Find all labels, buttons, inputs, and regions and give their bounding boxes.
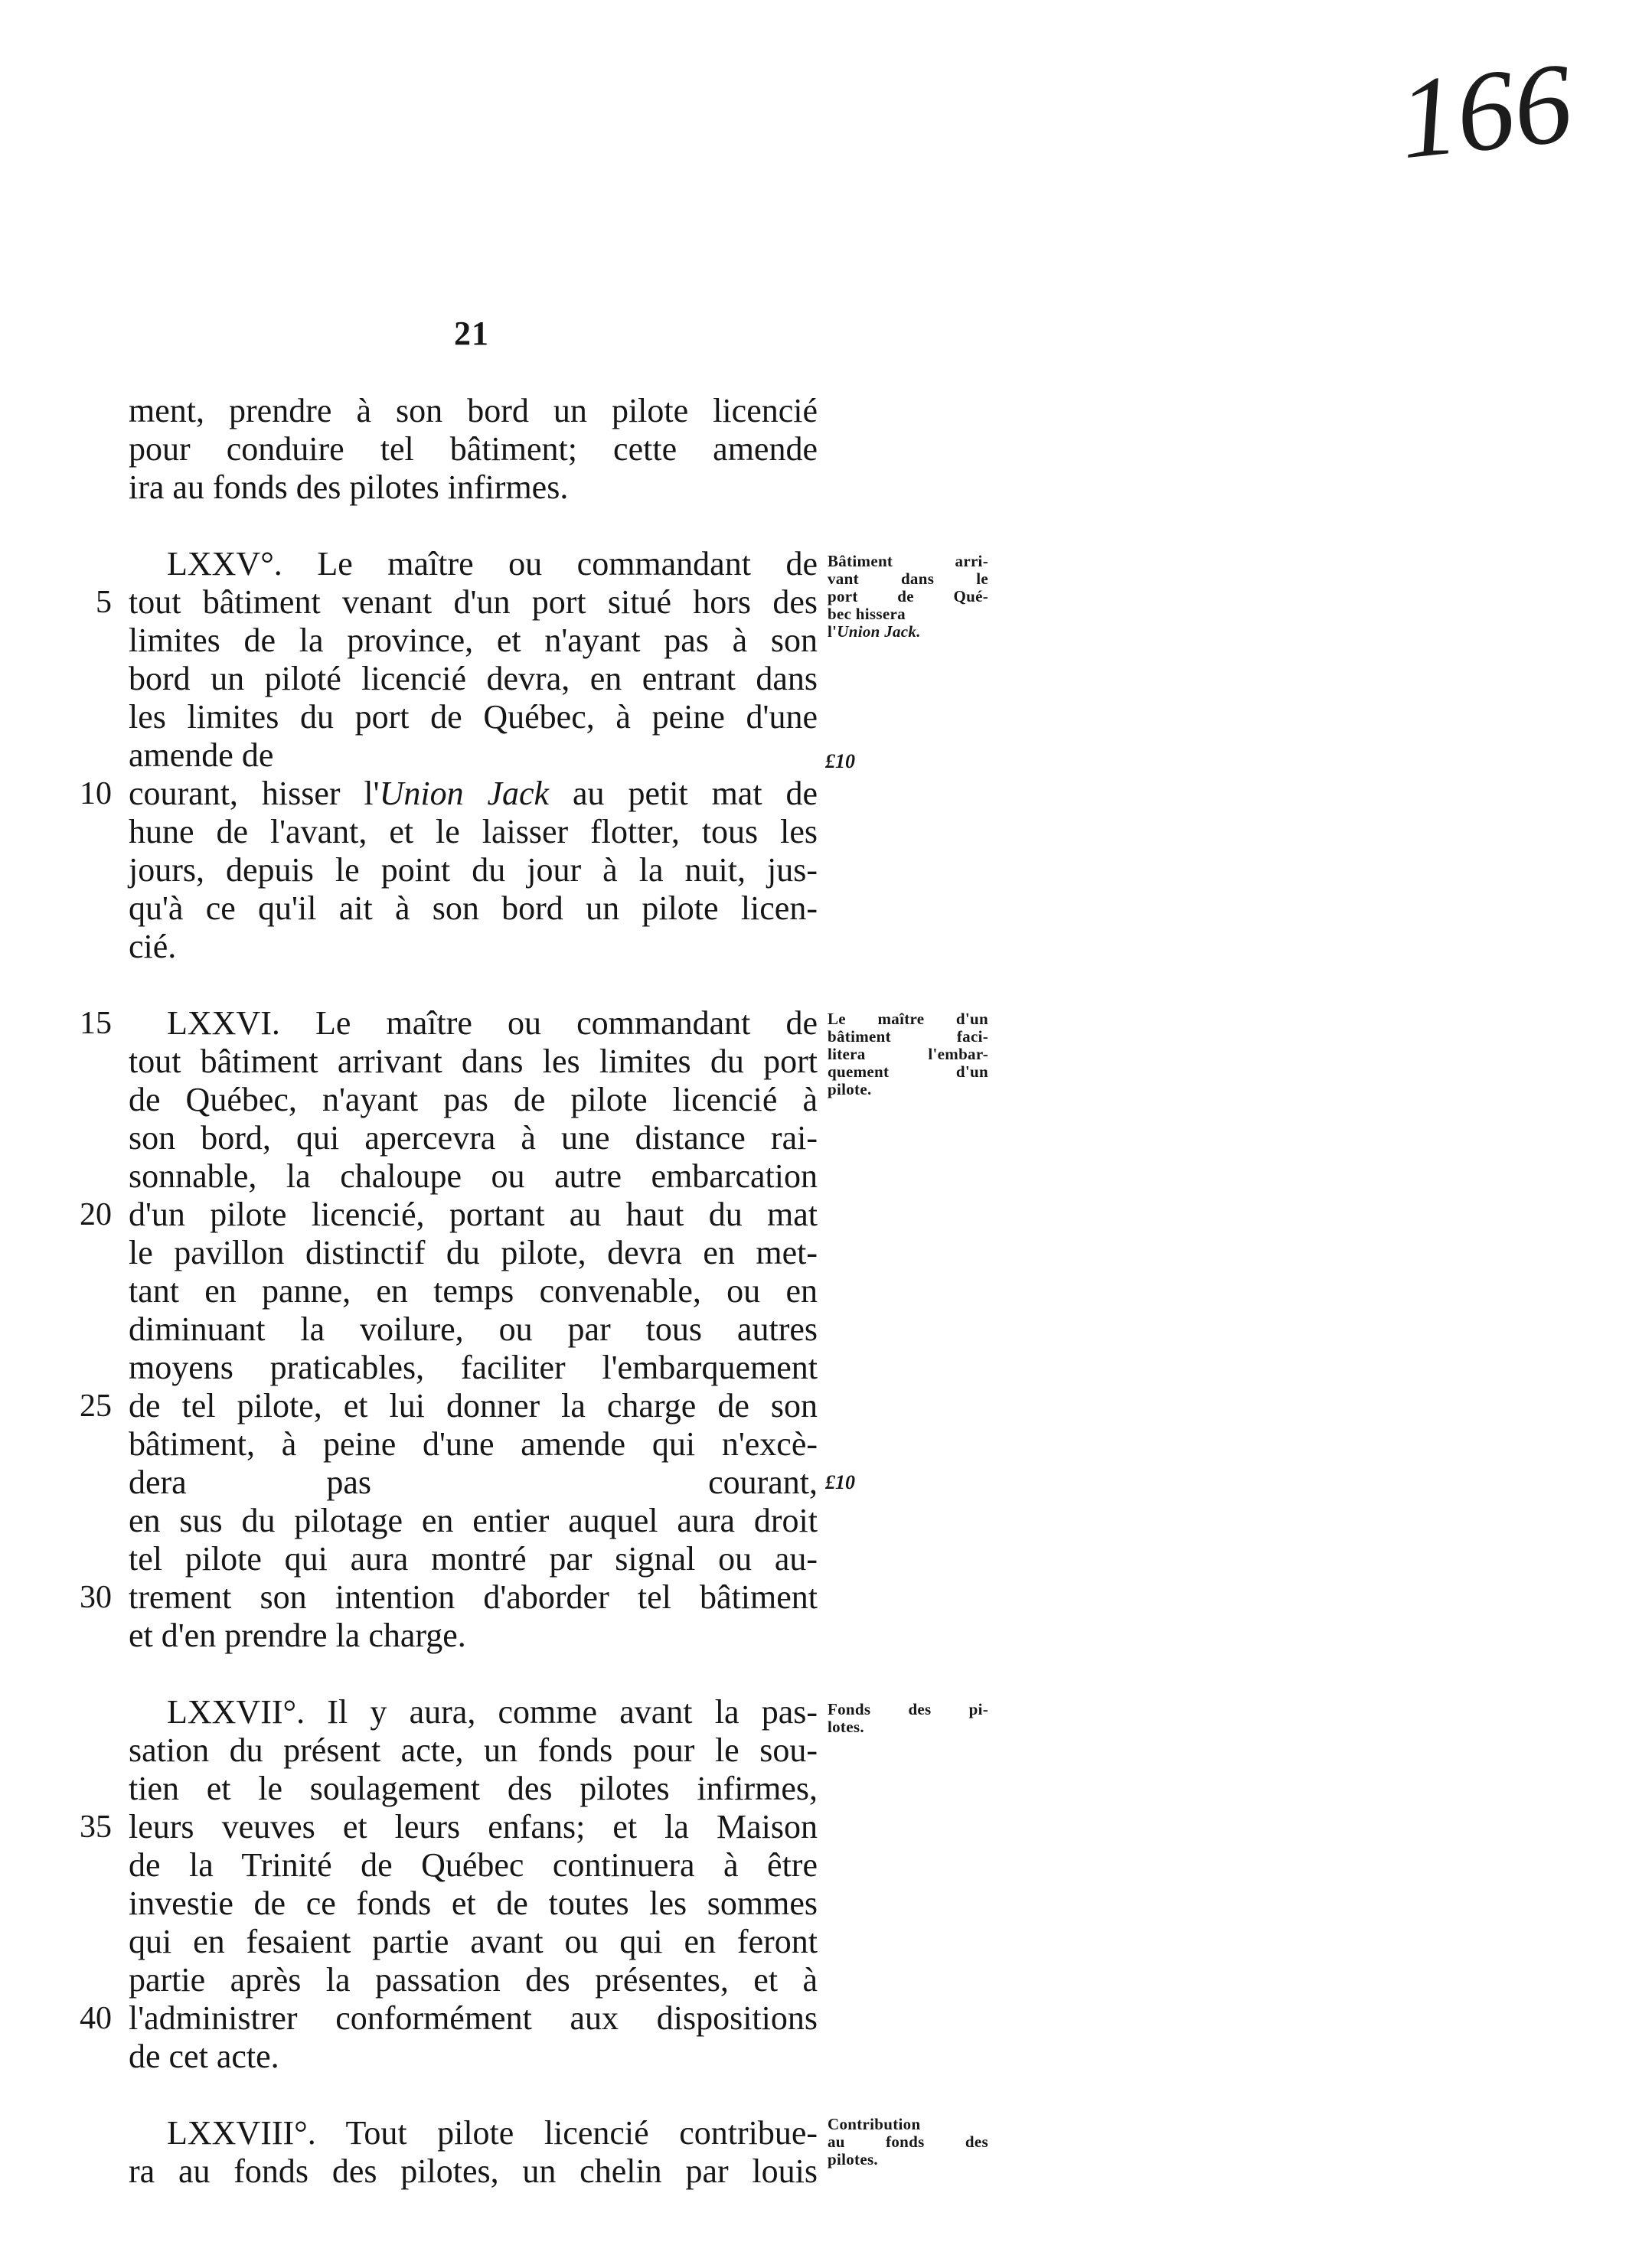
- text-line: jours, depuis le point du jour à la nuit, jus-: [129, 851, 818, 889]
- text-line: ment, prendre à son bord un pilote licencié: [129, 392, 818, 429]
- italic-union-jack: Union Jack: [379, 775, 550, 812]
- text-line: pour conduire tel bâtiment; cette amende: [129, 430, 818, 468]
- text-line: de la Trinité de Québec continuera à être: [129, 1846, 818, 1884]
- text-line: de tel pilote, et lui donner la charge de son: [129, 1387, 818, 1424]
- text-line: sonnable, la chaloupe ou autre embarcation: [129, 1157, 818, 1195]
- text-line: tant en panne, en temps convenable, ou en: [129, 1272, 818, 1310]
- section-heading-line: LXXVII°. Il y aura, comme avant la pas-: [167, 1693, 818, 1731]
- text-line: limites de la province, et n'ayant pas à son: [129, 622, 818, 659]
- text-line: le pavillon distinctif du pilote, devra en met-: [129, 1234, 818, 1271]
- section-heading-line: LXXVIII°. Tout pilote licencié contribue-: [167, 2114, 818, 2152]
- text-line: qu'à ce qu'il ait à son bord un pilote licen-: [129, 889, 818, 927]
- text-line: moyens praticables, faciliter l'embarquement: [129, 1349, 818, 1386]
- margin-note-fonds: Fonds des pi- lotes.: [828, 1700, 988, 1736]
- text-line: l'administrer conformément aux dispositions: [129, 1999, 818, 2037]
- text-line: son bord, qui apercevra à une distance rai-: [129, 1119, 818, 1157]
- text-line: et d'en prendre la charge.: [129, 1617, 466, 1654]
- page-number: 21: [454, 315, 489, 352]
- text-line: bord un piloté licencié devra, en entrant dans: [129, 660, 818, 697]
- line-number: 5: [96, 585, 112, 620]
- text-line: hune de l'avant, et le laisser flotter, tous les: [129, 813, 818, 850]
- text-line: amende de: [129, 736, 274, 774]
- text-line: diminuant la voilure, ou par tous autres: [129, 1310, 818, 1348]
- fine-amount: £10: [825, 750, 855, 772]
- fine-amount: £10: [825, 1471, 855, 1493]
- text-line: partie après la passation des présentes, et à: [129, 1961, 818, 1999]
- text-line: investie de ce fonds et de toutes les sommes: [129, 1885, 818, 1922]
- text-line: cié.: [129, 928, 177, 965]
- text-line: d'un pilote licencié, portant au haut du mat: [129, 1196, 818, 1233]
- text-line: les limites du port de Québec, à peine d'une: [129, 698, 818, 736]
- line-number: 10: [80, 776, 112, 811]
- text-line: ra au fonds des pilotes, un chelin par louis: [129, 2152, 818, 2190]
- text-line: en sus du pilotage en entier auquel aura droit: [129, 1502, 818, 1539]
- line-number: 30: [80, 1580, 112, 1615]
- text-line: tout bâtiment arrivant dans les limites du port: [129, 1043, 818, 1080]
- text-line: tout bâtiment venant d'un port situé hors des: [129, 583, 818, 621]
- margin-note-contribution: Contribution au fonds des pilotes.: [828, 2115, 988, 2168]
- text-line: leurs veuves et leurs enfans; et la Maison: [129, 1808, 818, 1845]
- section-heading-line: LXXVI. Le maître ou commandant de: [167, 1004, 818, 1042]
- text-line: de Québec, n'ayant pas de pilote licencié à: [129, 1081, 818, 1118]
- text-line: bâtiment, à peine d'une amende qui n'excè-: [129, 1425, 818, 1463]
- text-line: courant, hisser l'Union Jack au petit mat de: [129, 775, 818, 812]
- handwritten-folio-number: 166: [1392, 38, 1579, 184]
- section-heading-line: LXXV°. Le maître ou commandant de: [167, 545, 818, 583]
- text-line: ira au fonds des pilotes infirmes.: [129, 468, 569, 506]
- line-number: 40: [80, 2001, 112, 2036]
- margin-note-union-jack: Bâtiment arri- vant dans le port de Qué- bec hissera l'Union Jack.: [828, 552, 988, 641]
- line-number: 20: [80, 1197, 112, 1232]
- text-line: sation du présent acte, un fonds pour le sou-: [129, 1731, 818, 1769]
- text-line: de cet acte.: [129, 2038, 279, 2075]
- text-line: trement son intention d'aborder tel bâtiment: [129, 1578, 818, 1616]
- line-number: 25: [80, 1389, 112, 1424]
- text-line: tel pilote qui aura montré par signal ou au-: [129, 1540, 818, 1578]
- margin-note-embarquement: Le maître d'un bâtiment faci- litera l'embar- quement d'un pilote.: [828, 1010, 988, 1098]
- line-number: 35: [80, 1810, 112, 1845]
- text-line: tien et le soulagement des pilotes infirmes,: [129, 1770, 818, 1807]
- line-number: 15: [80, 1006, 112, 1041]
- text-line: qui en fesaient partie avant ou qui en feront: [129, 1923, 818, 1960]
- text-line: dera pas courant,: [129, 1464, 818, 1501]
